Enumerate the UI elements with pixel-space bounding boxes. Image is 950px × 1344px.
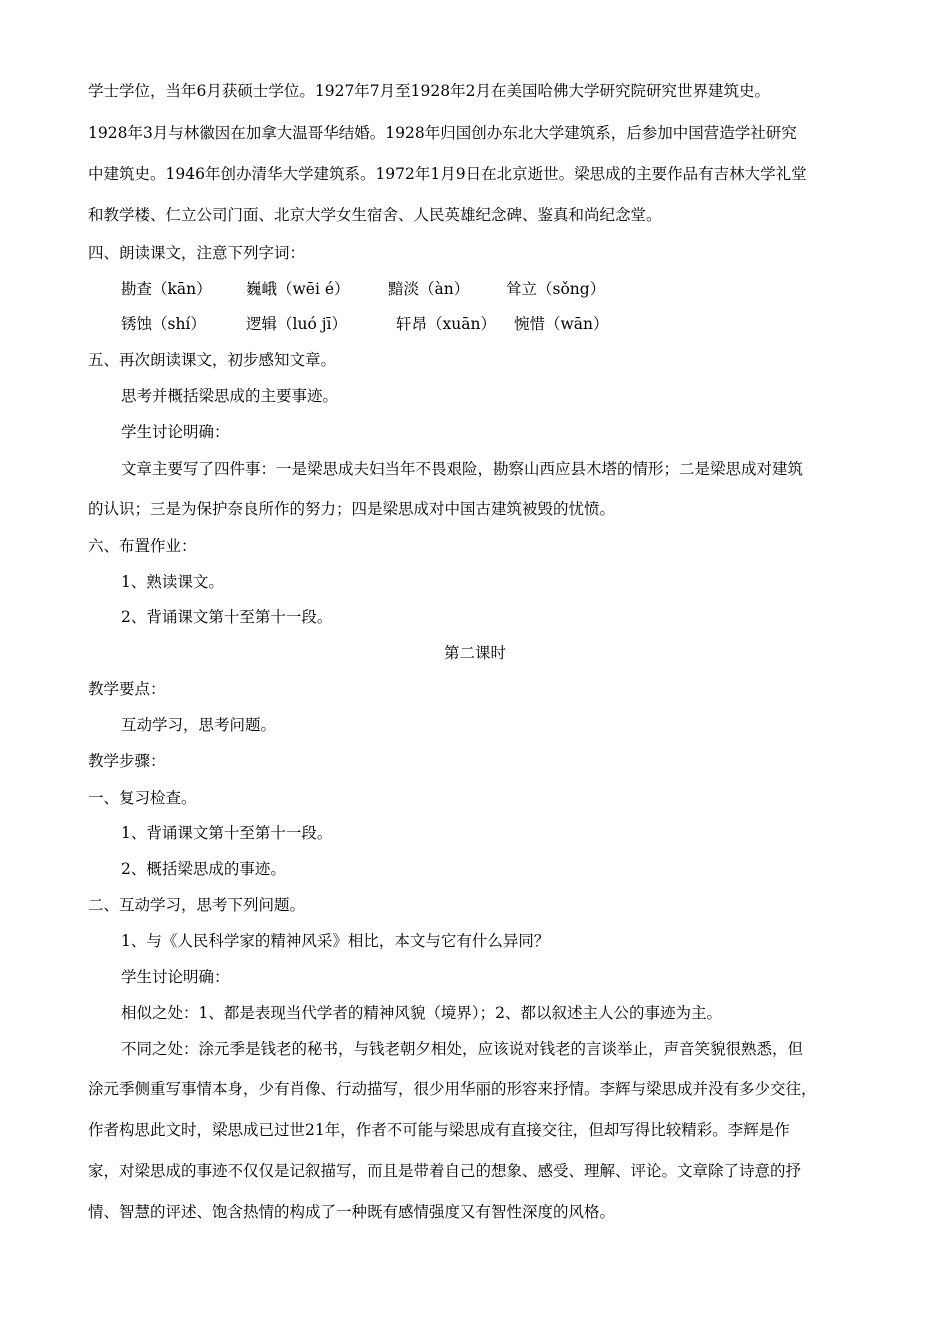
vocab-item: 逻辑（luó jī） [246, 315, 347, 333]
vocab-item: 惋惜（wān） [514, 315, 609, 333]
section-five-answer-line: 文章主要写了四件事：一是梁思成夫妇当年不畏艰险，勘察山西应县木塔的情形；二是梁思成对建筑 [121, 460, 804, 478]
step-one-item: 2、概括梁思成的事迹。 [121, 860, 286, 878]
section-five-heading: 五、再次朗读课文，初步感知文章。 [88, 351, 337, 369]
homework-item: 2、背诵课文第十至第十一段。 [121, 608, 333, 626]
vocab-item: 锈蚀（shí） [121, 315, 206, 333]
differences-line: 涂元季侧重写事情本身，少有肖像、行动描写，很少用华丽的形容来抒情。李辉与梁思成并没有多少交往， [88, 1080, 817, 1098]
section-four-heading: 四、朗读课文，注意下列字词： [88, 244, 306, 262]
differences-line: 不同之处：涂元季是钱老的秘书，与钱老朝夕相处，应该说对钱老的言谈举止，声音笑貌很熟悉，但 [121, 1040, 804, 1058]
question-one-discuss-label: 学生讨论明确： [121, 968, 230, 986]
homework-item: 1、熟读课文。 [121, 573, 224, 591]
key-points-label: 教学要点： [88, 680, 166, 698]
step-one-heading: 一、复习检查。 [88, 789, 197, 807]
vocab-item: 耸立（sǒng） [506, 280, 606, 298]
teaching-steps-label: 教学步骤： [88, 752, 166, 770]
biography-line: 1928年3月与林徽因在加拿大温哥华结婚。1928年归国创办东北大学建筑系，后参加中国营造学社研究 [88, 124, 797, 142]
key-points-text: 互动学习，思考问题。 [121, 716, 277, 734]
vocab-item: 勘查（kān） [121, 280, 212, 298]
similarities-text: 相似之处：1、都是表现当代学者的精神风貌（境界）；2、都以叙述主人公的事迹为主。 [121, 1004, 722, 1022]
vocab-item: 黯淡（àn） [388, 280, 470, 298]
biography-line: 学士学位，当年6月获硕士学位。1927年7月至1928年2月在美国哈佛大学研究院研究世界建筑史。 [88, 82, 770, 100]
section-five-answer-line: 的认识；三是为保护奈良所作的努力；四是梁思成对中国古建筑被毁的忧愤。 [88, 500, 616, 518]
lesson-two-title: 第二课时 [443, 644, 506, 662]
question-one: 1、与《人民科学家的精神风采》相比，本文与它有什么异同？ [121, 932, 550, 950]
section-five-discuss-label: 学生讨论明确： [121, 423, 230, 441]
section-five-task: 思考并概括梁思成的主要事迹。 [121, 387, 339, 405]
differences-line: 作者构思此文时，梁思成已过世21年，作者不可能与梁思成有直接交往，但却写得比较精彩。李辉是作 [88, 1121, 790, 1139]
biography-line: 和教学楼、仁立公司门面、北京大学女生宿舍、人民英雄纪念碑、鉴真和尚纪念堂。 [88, 206, 662, 224]
differences-line: 情、智慧的评述、饱含热情的构成了一种既有感情强度又有智性深度的风格。 [88, 1203, 616, 1221]
vocab-item: 轩昂（xuān） [396, 315, 496, 333]
step-two-heading: 二、互动学习，思考下列问题。 [88, 896, 306, 914]
biography-line: 中建筑史。1946年创办清华大学建筑系。1972年1月9日在北京逝世。梁思成的主要作品有吉林大学礼堂 [88, 165, 807, 183]
step-one-item: 1、背诵课文第十至第十一段。 [121, 824, 333, 842]
section-six-heading: 六、布置作业： [88, 537, 197, 555]
vocab-item: 巍峨（wēi é） [246, 280, 350, 298]
differences-line: 家，对梁思成的事迹不仅仅是记叙描写，而且是带着自己的想象、感受、理解、评论。文章除了诗意的抒 [88, 1162, 802, 1180]
